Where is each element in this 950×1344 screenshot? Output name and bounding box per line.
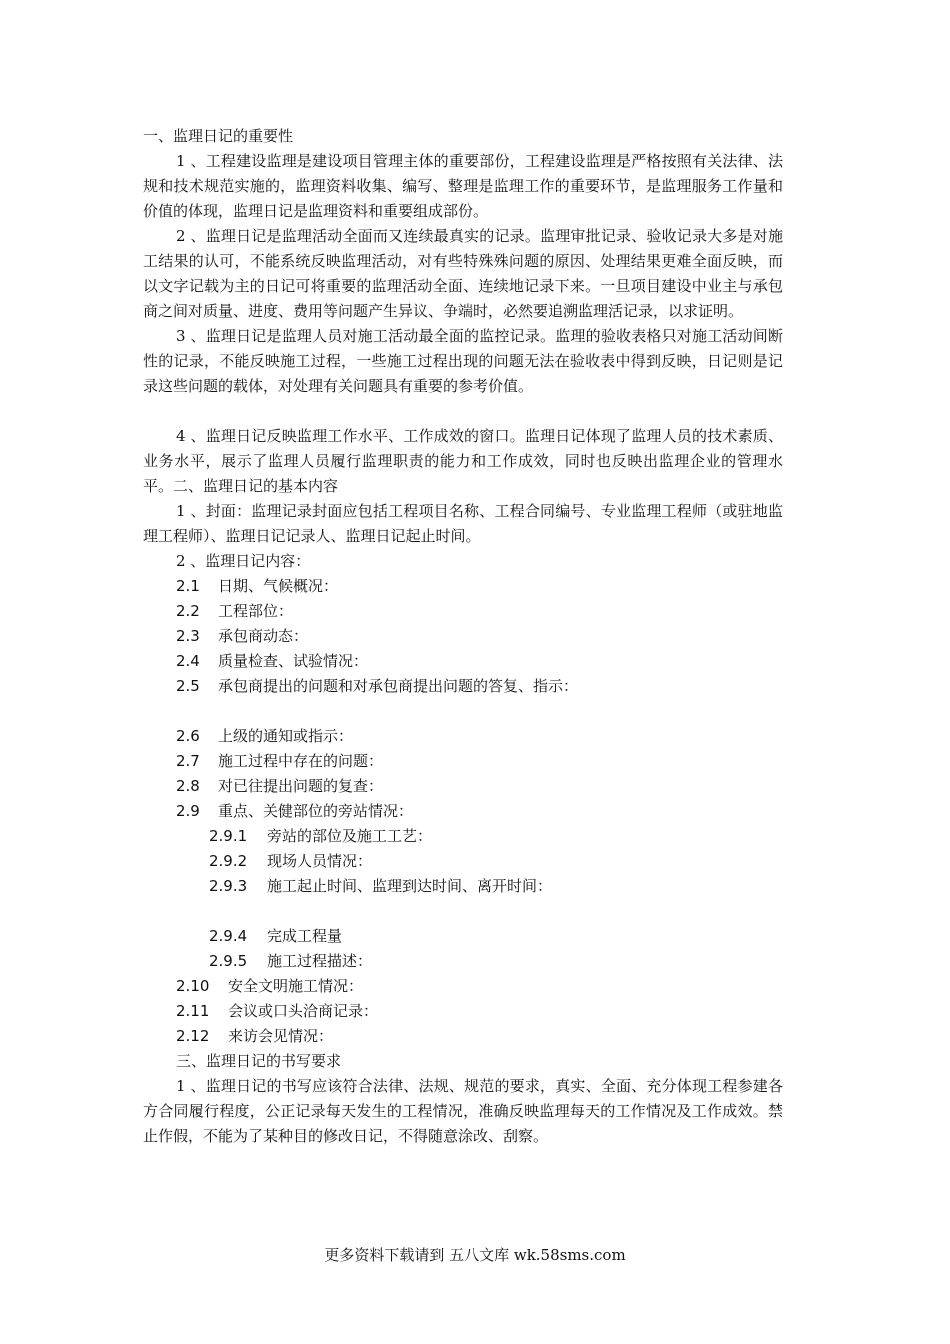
- sub-list-item: [143, 849, 783, 874]
- list-item: [143, 999, 783, 1024]
- list-item-text: 承包商动态：: [218, 627, 309, 645]
- list-item: [143, 774, 783, 799]
- footer-download-note: 更多资料下载请到 五八文库 wk.58sms.com: [324, 1246, 626, 1264]
- list-item: [143, 599, 783, 624]
- list-item-text: 来访会见情况：: [228, 1027, 334, 1045]
- section1-heading: 一、监理日记的重要性: [143, 127, 294, 145]
- list-item: [143, 974, 783, 999]
- sub-list-item-number: 2.9.2: [209, 852, 248, 870]
- section3-heading: 三、监理日记的书写要求: [176, 1052, 342, 1070]
- list-item-number: 2.4: [176, 652, 200, 670]
- section3-paragraph-1: 1 、监理日记的书写应该符合法律、法规、规范的要求，真实、全面、充分体现工程参建各方合同履行程度，公正记录每天发生的工程情况，准确反映监理每天的工作情况及工作成效。禁止作假，不能为了某种目的修改日记，不得随意涂改、刮察。: [143, 1077, 783, 1145]
- list-item-number: 2.11: [176, 1002, 210, 1020]
- section1-paragraph-1: 1 、工程建设监理是建设项目管理主体的重要部份，工程建设监理是严格按照有关法律、法规和技术规范实施的，监理资料收集、编写、整理是监理工作的重要环节，是监理服务工作量和价值的体现，监理日记是监理资料和重要组成部份。: [143, 152, 783, 220]
- list-item-number: 2.6: [176, 727, 200, 745]
- list-item: [143, 1024, 783, 1049]
- sub-list-item-text: 完成工程量: [267, 927, 343, 945]
- list-item: [143, 799, 783, 824]
- list-item-text: 施工过程中存在的问题：: [218, 752, 384, 770]
- list-item-text: 重点、关健部位的旁站情况：: [218, 802, 414, 820]
- sub-list-item-text: 旁站的部位及施工工艺：: [267, 827, 433, 845]
- section2-paragraph-1: 1 、封面：监理记录封面应包括工程项目名称、工程合同编号、专业监理工程师（或驻地监理工程师）、监理日记记录人、监理日记起止时间。: [143, 502, 783, 545]
- list-item: [143, 674, 783, 699]
- list-item: [143, 574, 783, 599]
- sub-list-item-number: 2.9.1: [209, 827, 248, 845]
- sub-list-item-number: 2.9.5: [209, 952, 248, 970]
- list-item-text: 安全文明施工情况：: [228, 977, 364, 995]
- sub-list-item: [143, 924, 783, 949]
- blank-line: [143, 399, 783, 424]
- sub-list-item-text: 施工起止时间、监理到达时间、离开时间：: [267, 877, 553, 895]
- list-item-text: 会议或口头洽商记录：: [228, 1002, 379, 1020]
- section1-paragraph-2: 2 、监理日记是监理活动全面而又连续最真实的记录。监理审批记录、验收记录大多是对施工结果的认可，不能系统反映监理活动，对有些特殊殊问题的原因、处理结果更难全面反映，而以文字记载为主的日记可将重要的监理活动全面、连续地记录下来。一旦项目建设中业主与承包商之间对质量、进度、费用等问题产生异议、争端时，必然要追溯监理活记录，以求证明。: [143, 227, 783, 320]
- sub-list-item: [143, 874, 783, 899]
- sub-list-item-text: 现场人员情况：: [267, 852, 373, 870]
- list-item: [143, 749, 783, 774]
- sub-list-item: [143, 949, 783, 974]
- list-item-number: 2.12: [176, 1027, 210, 1045]
- list-item-number: 2.3: [176, 627, 200, 645]
- list-item-text: 上级的通知或指示：: [218, 727, 354, 745]
- list-item-number: 2.9: [176, 802, 200, 820]
- sub-list-item: [143, 824, 783, 849]
- section1-paragraph-4: 4 、监理日记反映监理工作水平、工作成效的窗口。监理日记体现了监理人员的技术素质、业务水平，展示了监理人员履行监理职责的能力和工作成效，同时也反映出监理企业的管理水平。二、监理日记的基本内容: [143, 427, 783, 495]
- list-item-number: 2.10: [176, 977, 210, 995]
- list-item-number: 2.1: [176, 577, 200, 595]
- sub-list-item-number: 2.9.4: [209, 927, 248, 945]
- section2-paragraph-2: 2 、监理日记内容：: [176, 552, 311, 570]
- blank-line: [143, 699, 783, 724]
- blank-line: [143, 899, 783, 924]
- list-item-number: 2.5: [176, 677, 200, 695]
- list-item: [143, 649, 783, 674]
- sub-list-item-number: 2.9.3: [209, 877, 248, 895]
- list-item-text: 工程部位：: [218, 602, 294, 620]
- list-item-number: 2.7: [176, 752, 200, 770]
- list-item-text: 质量检查、试验情况：: [218, 652, 369, 670]
- list-item-number: 2.2: [176, 602, 200, 620]
- list-item: [143, 624, 783, 649]
- sub-list-item-text: 施工过程描述：: [267, 952, 373, 970]
- list-item: [143, 724, 783, 749]
- list-item-text: 对已往提出问题的复查：: [218, 777, 384, 795]
- section1-paragraph-3: 3 、监理日记是监理人员对施工活动最全面的监控记录。监理的验收表格只对施工活动间断性的记录，不能反映施工过程，一些施工过程出现的问题无法在验收表中得到反映，日记则是记录这些问题的载体，对处理有关问题具有重要的参考价值。: [143, 327, 783, 395]
- list-item-number: 2.8: [176, 777, 200, 795]
- list-item-text: 日期、气候概况：: [218, 577, 339, 595]
- document-body: [143, 124, 783, 1149]
- list-item-text: 承包商提出的问题和对承包商提出问题的答复、指示：: [218, 677, 579, 695]
